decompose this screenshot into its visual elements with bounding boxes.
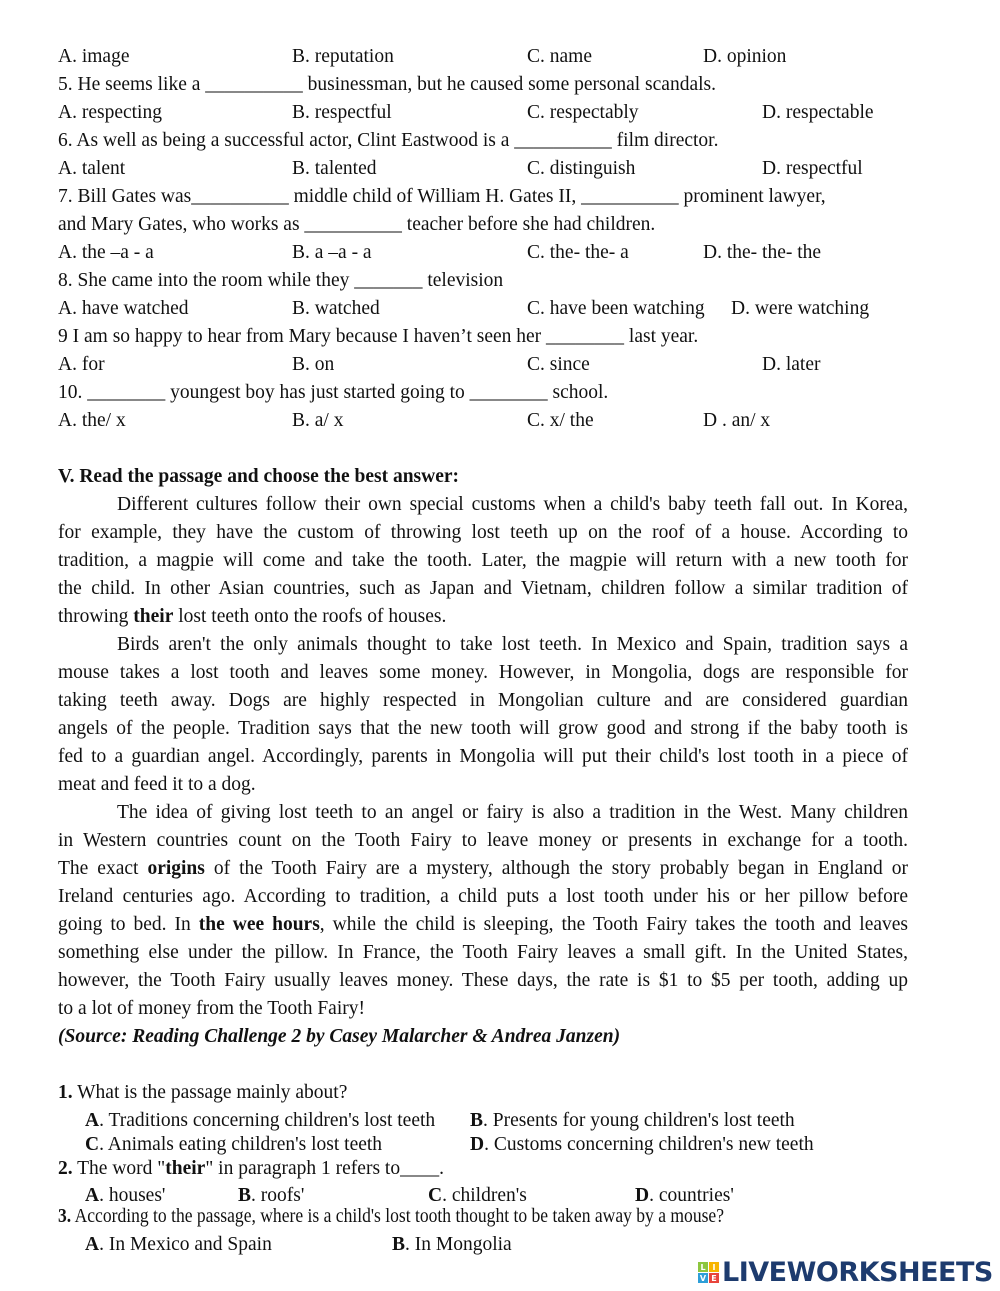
answer-option[interactable]: D. were watching [731, 298, 870, 319]
answer-option[interactable]: A. have watched [58, 298, 189, 319]
text-segment: The idea of giving lost teeth to an angel or fairy is also a tradition in the West. Many children [117, 802, 908, 823]
answer-option[interactable]: D. respectable [762, 102, 874, 123]
text-segment: going to bed. In [58, 914, 199, 935]
answer-option[interactable]: A. talent [58, 158, 126, 179]
passage-line [58, 547, 908, 575]
text-segment: to a lot of money from the Tooth Fairy! [58, 998, 365, 1019]
question-stem: 5. He seems like a __________ businessman, but he caused some personal scandals. [58, 74, 716, 95]
answer-option[interactable]: C. x/ the [527, 410, 594, 431]
answer-option[interactable]: B. reputation [292, 46, 394, 67]
passage-line [58, 995, 365, 1023]
answer-option[interactable]: B. a –a - a [292, 242, 372, 263]
answer-option[interactable]: D. opinion [703, 46, 787, 67]
option-text: . In Mongolia [405, 1234, 512, 1255]
option-letter: A [85, 1185, 100, 1206]
logo-badge-icon: L I V E [698, 1262, 719, 1283]
answer-option[interactable]: D . an/ x [703, 410, 771, 431]
passage-line [58, 771, 256, 799]
answer-option[interactable] [392, 1231, 512, 1259]
text-segment: fed to a guardian angel. Accordingly, parents in Mongolia will put their child's lost tooth in a piece of [58, 746, 908, 767]
answer-option[interactable] [470, 1131, 814, 1159]
answer-option[interactable]: D. later [762, 354, 821, 375]
text-segment: tradition, a magpie will come and take the tooth. Later, the magpie will return with a new tooth for [58, 550, 908, 571]
option-letter: D [635, 1185, 650, 1206]
source-text: (Source: Reading Challenge 2 by Casey Malarcher & Andrea Janzen) [58, 1026, 621, 1047]
option-letter: C [428, 1185, 443, 1206]
answer-option[interactable]: B. on [292, 354, 335, 375]
answer-option[interactable]: C. respectably [527, 102, 639, 123]
passage-line [58, 855, 908, 883]
heading-text: V. Read the passage and choose the best answer: [58, 466, 460, 487]
text-segment: Ireland centuries ago. According to tradition, a child puts a lost tooth under his or her pillow before [58, 886, 908, 907]
passage-line [58, 911, 908, 939]
text-segment: , while the child is sleeping, the Tooth Fairy takes the tooth and leaves [319, 914, 909, 935]
liveworksheets-logo [698, 1257, 993, 1288]
passage-line [58, 491, 908, 519]
answer-option[interactable]: A. for [58, 354, 105, 375]
text-segment: Birds aren't the only animals thought to take lost teeth. In Mexico and Spain, tradition says a [117, 634, 908, 655]
option-letter: B [238, 1185, 252, 1206]
text-segment: " in paragraph 1 refers to____. [205, 1158, 444, 1179]
option-text: . Traditions concerning children's lost teeth [99, 1110, 436, 1131]
answer-option[interactable]: A. the/ x [58, 410, 126, 431]
option-text: . roofs' [251, 1185, 305, 1206]
answer-option[interactable]: A. image [58, 46, 130, 67]
passage-line [58, 519, 908, 547]
question-stem: 10. ________ youngest boy has just started going to ________ school. [58, 382, 609, 403]
passage-line [58, 687, 908, 715]
text-segment: mouse takes a lost tooth and leaves some money. However, in Mongolia, dogs are responsible for [58, 662, 908, 683]
question-number: 2. [58, 1158, 73, 1179]
question-stem: 9 I am so happy to hear from Mary because I haven’t seen her ________ last year. [58, 326, 699, 347]
answer-option[interactable]: D. respectful [762, 158, 863, 179]
passage-line [58, 743, 908, 771]
answer-option[interactable]: C. name [527, 46, 592, 67]
section-heading [58, 463, 459, 491]
option-letter: C [85, 1134, 100, 1155]
bold-term: their [133, 606, 174, 627]
option-text: . houses' [99, 1185, 166, 1206]
text-segment: for example, they have the custom of throwing lost teeth up on the roof of a house. According to [58, 522, 908, 543]
answer-option[interactable]: B. a/ x [292, 410, 344, 431]
question-stem: and Mary Gates, who works as __________ teacher before she had children. [58, 214, 656, 235]
text-segment: something else under the pillow. In France, the Tooth Fairy leaves a small gift. In the United States, [58, 942, 908, 963]
text-segment: angels of the people. Tradition says that the new tooth will grow good and strong if the baby tooth is [58, 718, 908, 739]
bold-term: the wee hours [198, 914, 320, 935]
bold-term: origins [147, 858, 205, 879]
passage-line [58, 659, 908, 687]
text-segment: the child. In other Asian countries, such as Japan and Vietnam, children follow a similar tradition of [58, 578, 908, 599]
answer-option[interactable] [85, 1231, 272, 1259]
text-segment: however, the Tooth Fairy usually leaves money. These days, the rate is $1 to $5 per tooth, adding up [58, 970, 908, 991]
text-segment: The exact [58, 858, 148, 879]
passage-line [58, 631, 908, 659]
passage-line [58, 939, 908, 967]
answer-option[interactable]: B. watched [292, 298, 380, 319]
passage-line [58, 883, 908, 911]
text-segment: of the Tooth Fairy are a mystery, although the story probably began in England or [204, 858, 909, 879]
answer-option[interactable]: C. have been watching [527, 298, 705, 319]
answer-option[interactable]: C. the- the- a [527, 242, 629, 263]
text-segment: According to the passage, where is a child's lost tooth thought to be taken away by a mouse? [71, 1206, 725, 1227]
text-segment: throwing [58, 606, 134, 627]
bold-term: their [165, 1158, 206, 1179]
option-letter: B [392, 1234, 406, 1255]
question-stem: 7. Bill Gates was__________ middle child of William H. Gates II, __________ prominent lawyer, [58, 186, 826, 207]
question-stem: 6. As well as being a successful actor, Clint Eastwood is a __________ film director. [58, 130, 719, 151]
answer-option[interactable]: C. distinguish [527, 158, 636, 179]
option-text: . countries' [649, 1185, 734, 1206]
option-letter: A [85, 1110, 100, 1131]
passage-line [58, 799, 908, 827]
passage-line [58, 827, 908, 855]
reading-question-stem [58, 1079, 347, 1107]
question-number: 3. [58, 1206, 72, 1227]
answer-option[interactable]: C. since [527, 354, 590, 375]
option-text: . Animals eating children's lost teeth [99, 1134, 383, 1155]
option-text: . Customs concerning children's new teeth [484, 1134, 814, 1155]
option-letter: A [85, 1234, 100, 1255]
text-segment: Different cultures follow their own special customs when a child's baby teeth fall out. In Korea, [117, 494, 908, 515]
option-text: . children's [442, 1185, 527, 1206]
option-text: . In Mexico and Spain [99, 1234, 272, 1255]
passage-line [58, 575, 908, 603]
text-segment: taking teeth away. Dogs are highly respected in Mongolian culture and are considered guardian [58, 690, 908, 711]
passage-line [58, 715, 908, 743]
answer-option[interactable]: B. respectful [292, 102, 392, 123]
passage-line [58, 967, 908, 995]
text-segment: meat and feed it to a dog. [58, 774, 256, 795]
text-segment: What is the passage mainly about? [72, 1082, 348, 1103]
passage-line [58, 603, 446, 631]
option-letter: D [470, 1134, 485, 1155]
reading-question-stem [58, 1155, 444, 1183]
answer-option[interactable]: B. talented [292, 158, 377, 179]
reading-question-stem [58, 1203, 724, 1231]
text-segment: in Western countries count on the Tooth Fairy to leave money or presents in exchange for a tooth. [58, 830, 908, 851]
answer-option[interactable]: A. the –a - a [58, 242, 154, 263]
option-letter: B [470, 1110, 484, 1131]
question-stem: 8. She came into the room while they _______ television [58, 270, 504, 291]
answer-option[interactable]: D. the- the- the [703, 242, 822, 263]
source-citation [58, 1023, 620, 1051]
answer-option[interactable]: A. respecting [58, 102, 162, 123]
question-number: 1. [58, 1082, 73, 1103]
text-segment: The word " [72, 1158, 166, 1179]
option-text: . Presents for young children's lost teeth [483, 1110, 795, 1131]
text-segment: lost teeth onto the roofs of houses. [173, 606, 447, 627]
logo-text: LIVEWORKSHEETS [722, 1257, 993, 1288]
